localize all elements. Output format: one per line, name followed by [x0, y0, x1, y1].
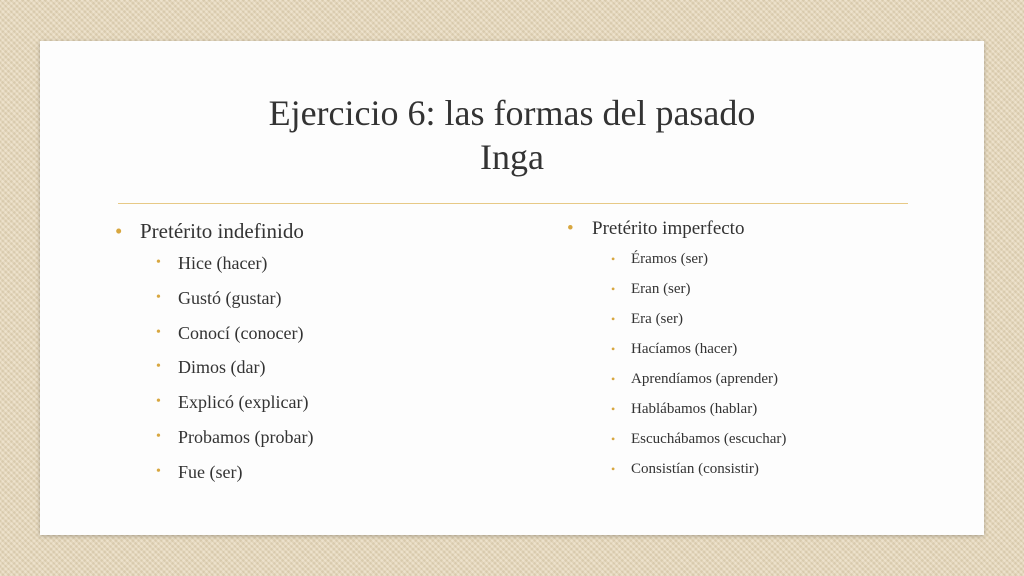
right-column	[567, 217, 786, 489]
list-item: • Escuchábamos (escuchar)	[611, 431, 787, 447]
bullet-icon: •	[611, 372, 616, 386]
left-heading	[115, 217, 313, 245]
bullet-icon: •	[611, 462, 616, 476]
bullet-icon: •	[611, 252, 616, 266]
list-item: • Gustó (gustar)	[156, 287, 282, 308]
bullet-icon: •	[611, 432, 616, 446]
list-item: • Conocí (conocer)	[156, 322, 304, 343]
left-list	[115, 253, 313, 482]
list-item: • Eran (ser)	[611, 281, 691, 297]
title-line-2: Inga	[480, 137, 544, 177]
slide-card	[40, 41, 984, 535]
list-item: • Probamos (probar)	[156, 426, 314, 447]
slide-title	[40, 91, 984, 179]
list-item: • Dimos (dar)	[156, 357, 266, 378]
bullet-icon: •	[611, 342, 616, 356]
right-heading-label: Pretérito imperfecto	[592, 218, 745, 239]
left-column	[115, 217, 313, 497]
list-item: • Hacíamos (hacer)	[611, 341, 738, 357]
bullet-icon: •	[156, 324, 161, 340]
bullet-icon: •	[156, 394, 161, 410]
bullet-icon: •	[156, 255, 161, 270]
list-item: • Explicó (explicar)	[156, 392, 309, 413]
list-item: • Fue (ser)	[156, 461, 243, 482]
list-item: • Era (ser)	[611, 311, 684, 327]
bullet-icon: •	[567, 218, 574, 239]
bullet-icon: •	[156, 428, 161, 444]
list-item: • Consistían (consistir)	[611, 461, 759, 477]
title-line-1: Ejercicio 6: las formas del pasado	[268, 93, 756, 133]
title-divider	[118, 203, 908, 204]
list-item: • Hablábamos (hablar)	[611, 401, 758, 417]
bullet-icon: •	[611, 402, 616, 416]
bullet-icon: •	[115, 219, 123, 243]
bullet-icon: •	[156, 289, 161, 305]
left-heading-label: Pretérito indefinido	[140, 219, 304, 243]
bullet-icon: •	[156, 463, 161, 479]
list-item: • Aprendíamos (aprender)	[611, 371, 779, 387]
list-item: • Éramos (ser)	[611, 251, 709, 267]
bullet-icon: •	[156, 359, 161, 375]
bullet-icon: •	[611, 282, 616, 296]
list-item: • Hice (hacer)	[156, 253, 268, 273]
right-list	[567, 249, 786, 479]
right-heading	[567, 217, 786, 241]
bullet-icon: •	[611, 312, 616, 326]
